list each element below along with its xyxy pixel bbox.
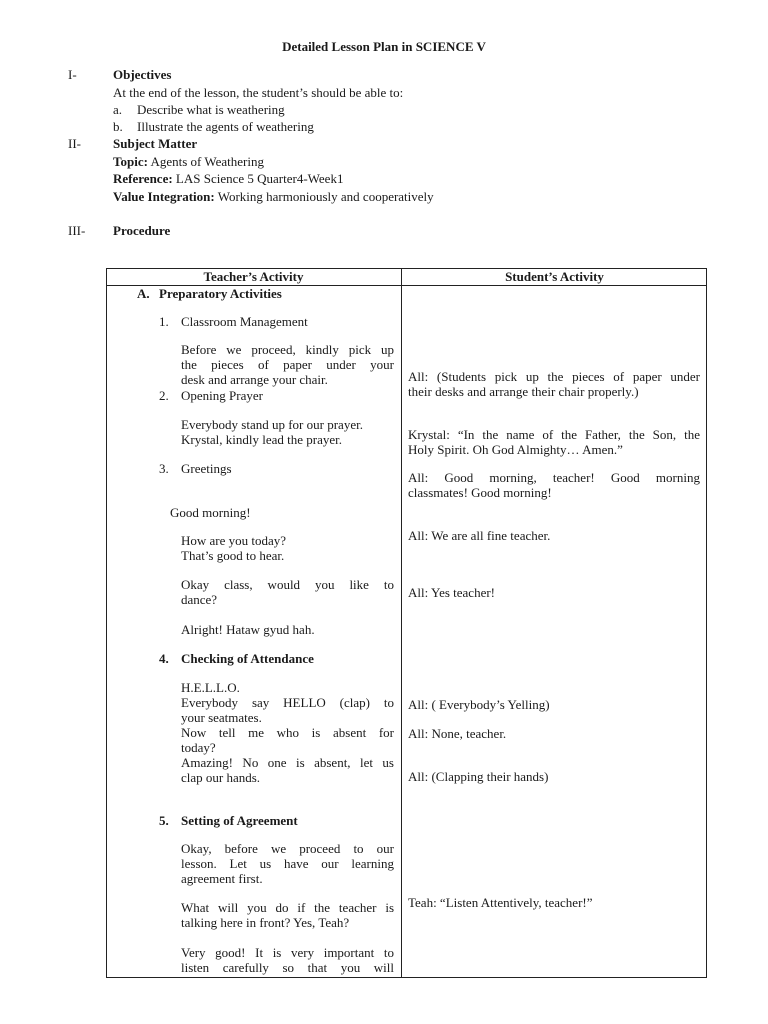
item-marker: 5.	[159, 813, 169, 828]
item-marker: 4.	[159, 651, 169, 666]
document-title: Detailed Lesson Plan in SCIENCE V	[282, 39, 486, 54]
reference-value: LAS Science 5 Quarter4-Week1	[175, 171, 344, 186]
text-line: listen carefully so that you will	[181, 960, 394, 975]
text-line: What will you do if the teacher is	[181, 900, 394, 915]
table-column-divider	[401, 268, 402, 978]
text-line: Everybody say HELLO (clap) to	[181, 695, 394, 710]
text-line: Krystal, kindly lead the prayer.	[181, 432, 343, 447]
teacher-text-what-will-you-do	[181, 900, 394, 930]
teacher-text-how-are-you	[181, 533, 394, 563]
text-line: Okay class, would you like to	[181, 577, 394, 592]
text-line: lesson. Let us have our learning	[181, 856, 394, 871]
topic-label: Topic:	[113, 154, 148, 169]
section-heading-objectives: Objectives	[113, 67, 172, 82]
section-heading-procedure: Procedure	[113, 223, 171, 238]
text-line: the pieces of paper under your	[181, 357, 394, 372]
text-line: Okay, before we proceed to our	[181, 841, 394, 856]
objectives-intro: At the end of the lesson, the student’s should be able to:	[113, 85, 404, 100]
student-text-classroom	[408, 369, 700, 399]
student-text-fine: All: We are all fine teacher.	[408, 528, 551, 543]
teacher-text-amazing	[181, 755, 394, 785]
student-text-yes: All: Yes teacher!	[408, 585, 496, 600]
text-line: Holy Spirit. Oh God Almighty… Amen.”	[408, 442, 623, 457]
student-text-clapping: All: (Clapping their hands)	[408, 769, 549, 784]
text-line: Amazing! No one is absent, let us	[181, 755, 394, 770]
student-text-none: All: None, teacher.	[408, 726, 507, 741]
text-line: classmates! Good morning!	[408, 485, 552, 500]
teacher-text-agreement	[181, 841, 394, 886]
text-line: That’s good to hear.	[181, 548, 285, 563]
text-line: Everybody stand up for our prayer.	[181, 417, 363, 432]
teacher-text-say-hello	[181, 695, 394, 725]
teacher-text-dance	[181, 577, 394, 607]
value-integration-line	[113, 189, 434, 205]
text-line: clap our hands.	[181, 770, 261, 785]
text-line: desk and arrange your chair.	[181, 372, 328, 387]
text-line: talking here in front? Yes, Teah?	[181, 915, 350, 930]
objective-item: Describe what is weathering	[137, 102, 285, 117]
teacher-text-prayer	[181, 417, 394, 447]
teacher-text-good-morning: Good morning!	[170, 505, 251, 520]
text-line: Now tell me who is absent for	[181, 725, 394, 740]
prep-marker: A.	[137, 286, 150, 301]
section-heading-subject: Subject Matter	[113, 136, 198, 151]
student-text-yelling: All: ( Everybody’s Yelling)	[408, 697, 550, 712]
item-marker: 1.	[159, 314, 169, 329]
item-marker: 3.	[159, 461, 169, 476]
item-heading: Greetings	[181, 461, 232, 476]
text-line: today?	[181, 740, 216, 755]
text-line: Krystal: “In the name of the Father, the Son, the	[408, 427, 700, 442]
text-line: their desks and arrange their chair properly.)	[408, 384, 639, 399]
reference-line	[113, 171, 343, 187]
text-line: Very good! It is very important to	[181, 945, 394, 960]
teacher-text-classroom	[181, 342, 394, 387]
item-heading: Checking of Attendance	[181, 651, 314, 666]
item-heading: Classroom Management	[181, 314, 308, 329]
topic-value: Agents of Weathering	[150, 154, 264, 169]
student-text-teah: Teah: “Listen Attentively, teacher!”	[408, 895, 593, 910]
text-line: All: (Students pick up the pieces of paper under	[408, 369, 700, 384]
item-heading: Opening Prayer	[181, 388, 263, 403]
item-heading: Setting of Agreement	[181, 813, 298, 828]
section-numeral-subject: II-	[68, 136, 81, 151]
prep-heading: Preparatory Activities	[159, 286, 282, 301]
text-line: All: Good morning, teacher! Good morning	[408, 470, 700, 485]
objective-marker: a.	[113, 102, 123, 117]
teacher-text-hataw: Alright! Hataw gyud hah.	[181, 622, 315, 637]
objective-item: Illustrate the agents of weathering	[137, 119, 314, 134]
text-line: How are you today?	[181, 533, 287, 548]
text-line: agreement first.	[181, 871, 263, 886]
student-text-prayer	[408, 427, 700, 457]
text-line: your seatmates.	[181, 710, 262, 725]
teacher-text-hello: H.E.L.L.O.	[181, 680, 240, 695]
topic-line	[113, 154, 264, 170]
text-line: Before we proceed, kindly pick up	[181, 342, 394, 357]
text-line: dance?	[181, 592, 218, 607]
teacher-text-very-good	[181, 945, 394, 975]
student-text-greetings	[408, 470, 700, 500]
value-integration-value: Working harmoniously and cooperatively	[217, 189, 434, 204]
reference-label: Reference:	[113, 171, 173, 186]
column-header-student: Student’s Activity	[505, 269, 604, 284]
section-numeral-objectives: I-	[68, 67, 77, 82]
section-numeral-procedure: III-	[68, 223, 86, 238]
teacher-text-absent	[181, 725, 394, 755]
item-marker: 2.	[159, 388, 169, 403]
column-header-teacher: Teacher’s Activity	[203, 269, 304, 284]
objective-marker: b.	[113, 119, 123, 134]
value-integration-label: Value Integration:	[113, 189, 215, 204]
